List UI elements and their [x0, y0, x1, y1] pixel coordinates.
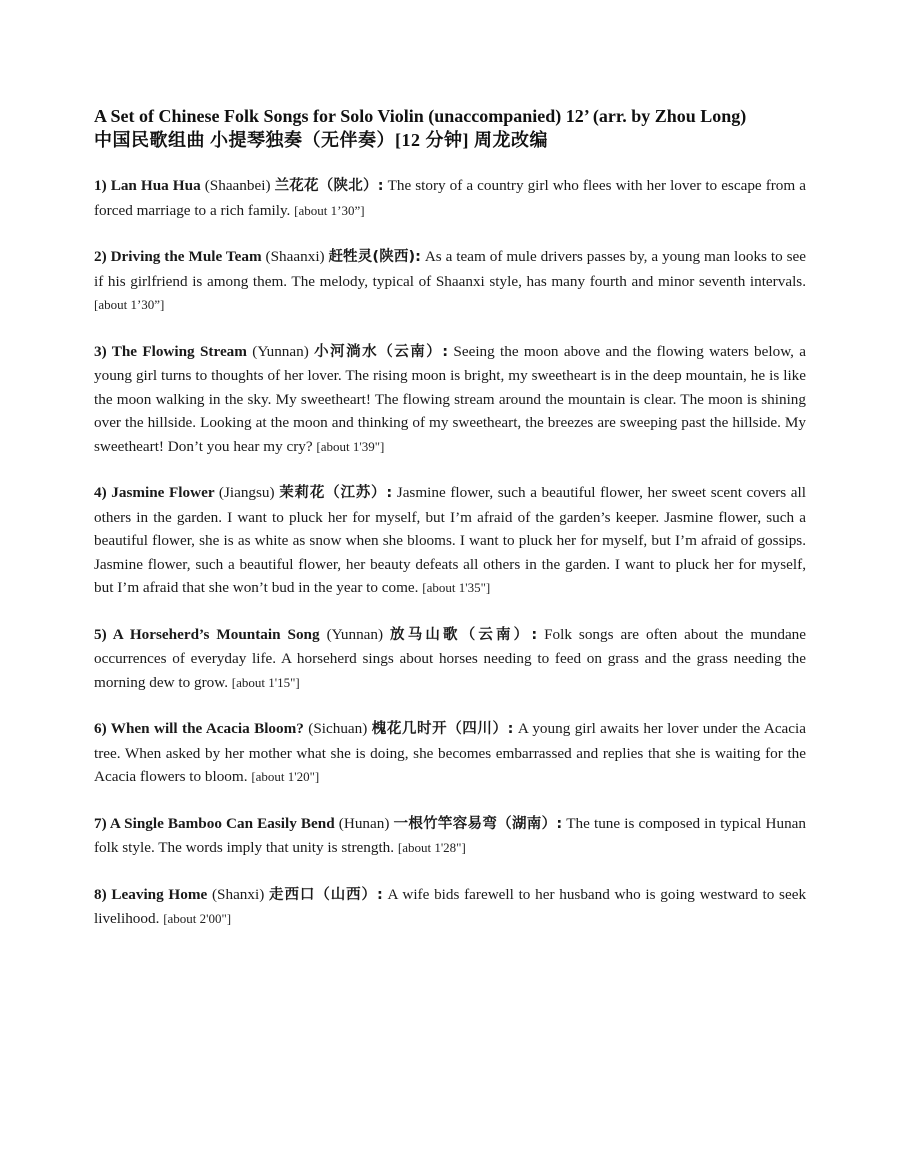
- song-region: (Shaanxi): [265, 248, 325, 265]
- song-number: 3): [94, 342, 107, 360]
- song-duration: [about 1'35"]: [422, 580, 491, 595]
- song-heading: [94, 886, 383, 903]
- song-duration: [about 1'20"]: [251, 769, 320, 784]
- song-number: 8): [94, 885, 107, 903]
- song-heading: [94, 343, 448, 360]
- song-duration: [about 1'15"]: [231, 674, 300, 690]
- song-title: Driving the Mule Team: [110, 248, 262, 265]
- song-region: (Yunnan): [252, 342, 309, 360]
- document-title-chinese: 中国民歌组曲 小提琴独奏（无伴奏）[12 分钟] 周龙改编: [94, 130, 548, 150]
- song-duration: [about 1'39"]: [316, 438, 385, 454]
- song-number: 1): [94, 177, 107, 194]
- song-duration: [about 2'00"]: [163, 911, 232, 926]
- song-number: 4): [94, 484, 107, 501]
- song-description: The story of a country girl who flees with her lover to escape from a forced marriage to a rich family.: [94, 177, 806, 219]
- song-description: Seeing the moon above and the flowing waters below, a young girl turns to thoughts of her lover. The rising moon is bright, my sweetheart is in the deep mountain, he is like the moon walking in the sky. My sweetheart! The flowing stream around the mountain is clear. The moon is shining over the hillside. Looking at the moon and thinking of my sweetheart, the breezes are sweeping past the hillside. My sweetheart! Don’t you hear my cry?: [94, 342, 807, 455]
- song-number: 6): [94, 720, 107, 737]
- song-title-chinese: 兰花花（陕北）:: [274, 178, 384, 194]
- song-region: (Sichuan): [308, 720, 368, 737]
- document-page: [94, 104, 806, 954]
- song-region: (Yunnan): [326, 625, 384, 643]
- song-description: As a team of mule drivers passes by, a young man looks to see if his girlfriend is among them. The melody, typical of Shaanxi style, has many fourth and minor seventh intervals.: [94, 248, 807, 290]
- song-title: A Single Bamboo Can Easily Bend: [109, 814, 335, 832]
- song-description: A young girl awaits her lover under the Acacia tree. When asked by her mother what she is doing, she becomes embarrassed and replies that she is waiting for the Acacia flowers to bloom.: [94, 720, 807, 785]
- song-entry-acacia-bloom: [94, 717, 806, 789]
- song-region: (Jiangsu): [218, 484, 275, 501]
- song-list: [94, 174, 806, 931]
- song-description: The tune is composed in typical Hunan folk style. The words imply that unity is strength.: [94, 814, 806, 856]
- song-title-chinese: 茉莉花（江苏）:: [279, 485, 393, 501]
- document-title: [94, 104, 806, 152]
- song-entry-lan-hua-hua: [94, 174, 806, 222]
- song-title-chinese: 放马山歌（云南）:: [390, 626, 538, 643]
- song-title: Lan Hua Hua: [110, 177, 201, 194]
- song-number: 7): [94, 814, 107, 832]
- song-title: Leaving Home: [111, 885, 208, 903]
- song-title: Jasmine Flower: [111, 484, 215, 501]
- song-duration: [about 1’30”]: [94, 297, 165, 312]
- song-entry-leaving-home: [94, 883, 806, 931]
- song-description: Jasmine flower, such a beautiful flower, her sweet scent covers all others in the garden. I want to pluck her for myself, but I’m afraid of the garden’s keeper. Jasmine flower, such a beautiful flower, she is as white as snow when she blooms. I want to pluck her for myself, but I’m afraid of gossips. Jasmine flower, such a beautiful flower, her beauty defeats all others in the garden. I want to pluck her for myself, but I’m afraid that she won’t bud in the year to come.: [94, 484, 806, 596]
- song-entry-jasmine-flower: [94, 481, 806, 600]
- song-title-chinese: 槐花几时开（四川）:: [371, 721, 514, 737]
- song-heading: [94, 720, 513, 737]
- song-entry-horseherds-mountain-song: [94, 623, 806, 695]
- song-description: Folk songs are often about the mundane occurrences of everyday life. A horseherd sings about horses needing to feed on grass and the grass needing the morning dew to grow.: [94, 625, 807, 691]
- song-heading: [94, 248, 421, 265]
- song-region: (Shaanbei): [204, 177, 271, 194]
- song-duration: [about 1'28"]: [397, 840, 466, 855]
- song-heading: [94, 626, 537, 643]
- song-title-chinese: 一根竹竿容易弯（湖南）:: [393, 815, 563, 832]
- song-entry-the-flowing-stream: [94, 340, 806, 459]
- song-region: (Hunan): [338, 814, 390, 832]
- song-number: 5): [94, 625, 107, 643]
- song-region: (Shanxi): [211, 885, 265, 903]
- song-title-chinese: 小河淌水（云南）:: [314, 343, 449, 360]
- song-heading: [94, 177, 384, 194]
- song-heading: [94, 484, 392, 501]
- document-title-english: A Set of Chinese Folk Songs for Solo Violin (unaccompanied) 12’ (arr. by Zhou Long): [94, 106, 747, 126]
- song-title: The Flowing Stream: [111, 342, 247, 360]
- song-number: 2): [94, 248, 107, 265]
- song-duration: [about 1’30”]: [294, 202, 365, 218]
- song-entry-driving-the-mule-team: [94, 245, 806, 317]
- song-title-chinese: 走西口（山西）:: [269, 886, 383, 903]
- song-heading: [94, 815, 562, 832]
- song-title-chinese: 赶牲灵(陕西):: [328, 249, 421, 265]
- song-description: A wife bids farewell to her husband who is going westward to seek livelihood.: [94, 885, 807, 927]
- song-title: A Horseherd’s Mountain Song: [112, 625, 320, 643]
- song-entry-single-bamboo: [94, 812, 806, 860]
- song-title: When will the Acacia Bloom?: [110, 720, 304, 737]
